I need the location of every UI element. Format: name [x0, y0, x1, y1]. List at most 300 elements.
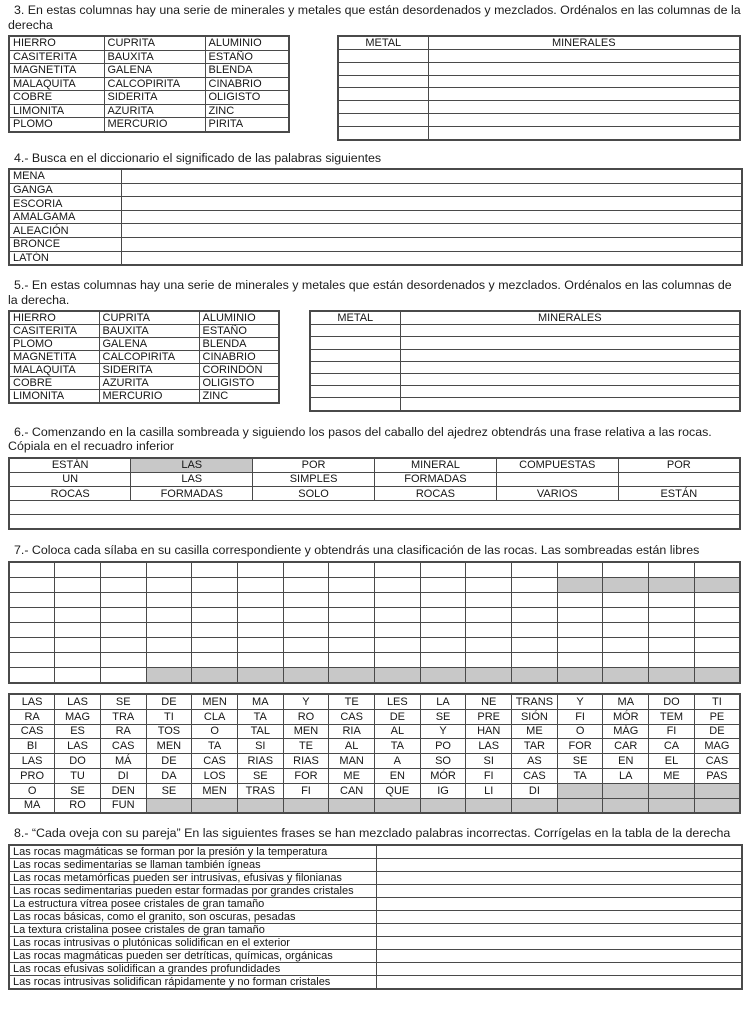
blank-cell: [310, 337, 400, 349]
filled-cell: Las rocas intrusivas solidifican rápidamente y no forman cristales: [9, 975, 376, 989]
blank-cell: [375, 562, 421, 578]
blank-cell: [694, 577, 740, 592]
blank-cell: [400, 373, 740, 385]
filled-cell: EN: [603, 754, 649, 769]
table-row: [310, 325, 740, 337]
filled-cell: O: [192, 724, 238, 739]
filled-cell: TA: [375, 739, 421, 754]
filled-cell: SIMPLES: [253, 472, 375, 486]
blank-cell: [121, 251, 742, 265]
table-row: [9, 224, 742, 238]
blank-cell: [121, 197, 742, 211]
table-row: [9, 739, 740, 754]
filled-cell: SIDERITA: [99, 364, 199, 377]
table-row: [9, 238, 742, 252]
filled-cell: DE: [146, 694, 192, 709]
filled-cell: SE: [55, 783, 101, 798]
filled-cell: TAR: [512, 739, 558, 754]
blank-cell: [376, 949, 742, 962]
blank-cell: [283, 562, 329, 578]
blank-cell: [400, 325, 740, 337]
filled-cell: CAS: [192, 754, 238, 769]
blank-cell: [55, 622, 101, 637]
blank-cell: [420, 667, 466, 683]
table-row: [9, 311, 279, 325]
filled-cell: MÁ: [100, 754, 146, 769]
blank-cell: [329, 562, 375, 578]
blank-cell: [237, 562, 283, 578]
blank-cell: [192, 562, 238, 578]
exercise-7-title: 7.- Coloca cada sílaba en su casilla correspondiente y obtendrás una clasificación de las rocas. Las sombreadas están libres: [14, 543, 700, 558]
filled-cell: FI: [283, 783, 329, 798]
filled-cell: ALEACIÓN: [9, 224, 121, 238]
filled-cell: VARIOS: [496, 486, 618, 500]
filled-cell: PE: [694, 709, 740, 724]
blank-cell: [9, 667, 55, 683]
blank-cell: [375, 577, 421, 592]
filled-cell: LAS: [55, 694, 101, 709]
filled-cell: PAS: [694, 768, 740, 783]
exercise-8-title: 8.- “Cada oveja con su pareja” En las siguientes frases se han mezclado palabras incorrectas. Corrígelas en la tabla de la derecha: [14, 826, 731, 841]
blank-cell: [338, 113, 428, 126]
blank-cell: [512, 667, 558, 683]
table-row: [9, 754, 740, 769]
table-row: [9, 197, 742, 211]
filled-cell: SE: [420, 709, 466, 724]
filled-cell: Las rocas sedimentarias se llaman también ígneas: [9, 858, 376, 871]
filled-cell: Y: [557, 694, 603, 709]
filled-cell: CAN: [329, 783, 375, 798]
blank-cell: [329, 607, 375, 622]
filled-cell: QUE: [375, 783, 421, 798]
filled-cell: MAG: [694, 739, 740, 754]
filled-cell: SIDERITA: [104, 91, 205, 105]
blank-cell: [55, 577, 101, 592]
blank-cell: [310, 386, 400, 398]
filled-cell: Las rocas efusivas solidifican a grandes profundidades: [9, 962, 376, 975]
blank-cell: [338, 126, 428, 139]
blank-cell: [329, 622, 375, 637]
filled-cell: GALENA: [99, 338, 199, 351]
filled-cell: Las rocas magmáticas se forman por la presión y la temperatura: [9, 845, 376, 859]
table-row: [9, 183, 742, 197]
filled-cell: TI: [146, 709, 192, 724]
blank-cell: [400, 349, 740, 361]
table-row: [9, 486, 740, 500]
filled-cell: MÓR: [603, 709, 649, 724]
blank-cell: [603, 622, 649, 637]
table-row: [310, 337, 740, 349]
blank-cell: [121, 224, 742, 238]
filled-cell: MA: [9, 798, 55, 813]
blank-cell: [512, 562, 558, 578]
filled-cell: PO: [420, 739, 466, 754]
metal-minerales-table-3: [337, 35, 741, 141]
blank-cell: [376, 871, 742, 884]
filled-cell: HIERRO: [9, 36, 104, 50]
filled-cell: CAS: [329, 709, 375, 724]
blank-cell: [649, 652, 695, 667]
blank-cell: [100, 607, 146, 622]
filled-cell: SE: [237, 768, 283, 783]
blank-cell: [376, 936, 742, 949]
filled-cell: CLA: [192, 709, 238, 724]
metal-column-header: METAL: [338, 36, 428, 50]
blank-cell: [375, 622, 421, 637]
blank-cell: [428, 113, 740, 126]
filled-cell: POR: [253, 458, 375, 473]
table-row: [9, 622, 740, 637]
blank-cell: [192, 577, 238, 592]
table-row: [9, 390, 279, 404]
filled-cell: POR: [618, 458, 740, 473]
filled-cell: FOR: [557, 739, 603, 754]
table-row: [9, 768, 740, 783]
exercise-6: [8, 425, 741, 531]
blank-cell: [329, 652, 375, 667]
exercise-5-tables: [8, 310, 741, 411]
filled-cell: ESTAÑO: [199, 325, 279, 338]
filled-cell: BLENDA: [199, 338, 279, 351]
filled-cell: MEN: [283, 724, 329, 739]
blank-cell: [121, 210, 742, 224]
table-row: [9, 637, 740, 652]
table-row: [310, 361, 740, 373]
table-row: [338, 113, 740, 126]
filled-cell: SE: [557, 754, 603, 769]
blank-cell: [338, 50, 428, 63]
filled-cell: TI: [694, 694, 740, 709]
blank-cell: [146, 622, 192, 637]
filled-cell: PRO: [9, 768, 55, 783]
filled-cell: MEN: [192, 694, 238, 709]
filled-cell: CALCOPIRITA: [99, 351, 199, 364]
filled-cell: AL: [329, 739, 375, 754]
filled-cell: FOR: [283, 768, 329, 783]
chess-phrase-table: [8, 457, 741, 531]
filled-cell: LI: [466, 783, 512, 798]
filled-cell: La estructura vítrea posee cristales de gran tamaño: [9, 897, 376, 910]
table-row: [9, 91, 289, 105]
filled-cell: DE: [375, 709, 421, 724]
filled-cell: SI: [466, 754, 512, 769]
filled-cell: TA: [237, 709, 283, 724]
blank-cell: [338, 75, 428, 88]
filled-cell: CA: [649, 739, 695, 754]
table-row: [9, 104, 289, 118]
filled-cell: ESCORIA: [9, 197, 121, 211]
blank-cell: [466, 622, 512, 637]
minerales-column-header: MINERALES: [400, 311, 740, 325]
filled-cell: GALENA: [104, 64, 205, 78]
table-row: [310, 373, 740, 385]
filled-cell: O: [557, 724, 603, 739]
table-row: [9, 592, 740, 607]
blank-cell: [9, 515, 740, 530]
filled-cell: PRE: [466, 709, 512, 724]
blank-cell: [329, 637, 375, 652]
filled-cell: TEM: [649, 709, 695, 724]
filled-cell: ES: [55, 724, 101, 739]
exercise-4: [8, 151, 741, 267]
table-header-row: [338, 36, 740, 50]
filled-cell: PLOMO: [9, 338, 99, 351]
filled-cell: MÁG: [603, 724, 649, 739]
blank-cell: [376, 962, 742, 975]
blank-cell: [329, 798, 375, 813]
filled-cell: LAS: [131, 472, 253, 486]
filled-cell: FI: [649, 724, 695, 739]
table-row: [338, 62, 740, 75]
blank-cell: [310, 325, 400, 337]
blank-cell: [694, 622, 740, 637]
table-row: [9, 562, 740, 578]
blank-cell: [420, 592, 466, 607]
exercise-7: [8, 543, 741, 814]
filled-cell: ROCAS: [9, 486, 131, 500]
blank-cell: [557, 622, 603, 637]
blank-cell: [376, 910, 742, 923]
blank-cell: [428, 62, 740, 75]
minerales-column-header: MINERALES: [428, 36, 740, 50]
table-row: [9, 845, 742, 859]
blank-cell: [428, 126, 740, 139]
filled-cell: O: [9, 783, 55, 798]
blank-cell: [466, 562, 512, 578]
blank-cell: [603, 798, 649, 813]
blank-cell: [376, 897, 742, 910]
blank-cell: [283, 652, 329, 667]
table-row: [9, 607, 740, 622]
filled-cell: RIAS: [237, 754, 283, 769]
table-row: [310, 398, 740, 411]
blank-cell: [466, 607, 512, 622]
blank-cell: [100, 577, 146, 592]
blank-cell: [428, 101, 740, 114]
blank-cell: [283, 577, 329, 592]
filled-cell: TU: [55, 768, 101, 783]
blank-cell: [649, 577, 695, 592]
filled-cell: DEN: [100, 783, 146, 798]
exercise-5: [8, 278, 741, 411]
blank-cell: [121, 169, 742, 183]
filled-cell: BI: [9, 739, 55, 754]
filled-cell: DO: [55, 754, 101, 769]
blank-cell: [121, 238, 742, 252]
filled-cell: CUPRITA: [104, 36, 205, 50]
filled-cell: CUPRITA: [99, 311, 199, 325]
filled-cell: MAGNETITA: [9, 64, 104, 78]
filled-cell: CAS: [694, 754, 740, 769]
blank-cell: [237, 652, 283, 667]
filled-cell: DO: [649, 694, 695, 709]
blank-cell: [420, 798, 466, 813]
filled-cell: RIA: [329, 724, 375, 739]
blank-cell: [466, 637, 512, 652]
table-row: [9, 577, 740, 592]
filled-cell: SE: [146, 783, 192, 798]
table-row: [9, 709, 740, 724]
blank-cell: [146, 592, 192, 607]
blank-cell: [338, 101, 428, 114]
filled-cell: ROCAS: [374, 486, 496, 500]
blank-cell: [557, 798, 603, 813]
filled-cell: LES: [375, 694, 421, 709]
filled-cell: CAR: [603, 739, 649, 754]
blank-cell: [9, 592, 55, 607]
blank-cell: [400, 337, 740, 349]
minerals-source-table-3: [8, 35, 290, 133]
blank-cell: [192, 637, 238, 652]
filled-cell: IG: [420, 783, 466, 798]
table-row: [9, 77, 289, 91]
blank-cell: [420, 622, 466, 637]
blank-cell: [649, 592, 695, 607]
blank-cell: [694, 592, 740, 607]
filled-cell: AS: [512, 754, 558, 769]
blank-cell: [466, 798, 512, 813]
table-row: [9, 871, 742, 884]
blank-cell: [237, 607, 283, 622]
exercise-6-title: 6.- Comenzando en la casilla sombreada y siguiendo los pasos del caballo del ajedrez obtendrás una frase relativa a las rocas. Cópiala en el recuadro inferior: [8, 424, 712, 454]
blank-cell: [512, 577, 558, 592]
filled-cell: RA: [9, 709, 55, 724]
blank-cell: [428, 88, 740, 101]
sentences-correction-table: [8, 844, 743, 990]
filled-cell: TAL: [237, 724, 283, 739]
filled-cell: GANGA: [9, 183, 121, 197]
filled-cell: TRANS: [512, 694, 558, 709]
filled-cell: Las rocas magmáticas pueden ser detríticas, químicas, orgánicas: [9, 949, 376, 962]
blank-cell: [310, 361, 400, 373]
filled-cell: TE: [283, 739, 329, 754]
table-row: [9, 652, 740, 667]
table-row: [9, 364, 279, 377]
table-row: [338, 50, 740, 63]
filled-cell: DE: [146, 754, 192, 769]
filled-cell: ME: [512, 724, 558, 739]
blank-cell: [694, 562, 740, 578]
blank-cell: [694, 783, 740, 798]
filled-cell: Las rocas básicas, como el granito, son oscuras, pesadas: [9, 910, 376, 923]
blank-cell: [557, 652, 603, 667]
filled-cell: CORINDÓN: [199, 364, 279, 377]
blank-cell: [146, 562, 192, 578]
filled-cell: LATÓN: [9, 251, 121, 265]
filled-cell: CAS: [9, 724, 55, 739]
filled-cell: LA: [420, 694, 466, 709]
blank-cell: [649, 622, 695, 637]
filled-cell: DI: [512, 783, 558, 798]
blank-cell: [55, 562, 101, 578]
table-row: [9, 962, 742, 975]
blank-cell: [420, 562, 466, 578]
filled-cell: ZINC: [199, 390, 279, 404]
blank-cell: [9, 652, 55, 667]
blank-cell: [375, 592, 421, 607]
blank-cell: [694, 652, 740, 667]
filled-cell: LAS: [131, 458, 253, 473]
blank-cell: [192, 622, 238, 637]
filled-cell: SIÓN: [512, 709, 558, 724]
filled-cell: FUN: [100, 798, 146, 813]
filled-cell: ME: [649, 768, 695, 783]
blank-cell: [9, 607, 55, 622]
blank-cell: [603, 592, 649, 607]
filled-cell: TA: [557, 768, 603, 783]
table-row: [338, 88, 740, 101]
blank-cell: [375, 667, 421, 683]
filled-cell: CAS: [100, 739, 146, 754]
exercise-4-title: 4.- Busca en el diccionario el significado de las palabras siguientes: [14, 150, 382, 165]
blank-cell: [376, 858, 742, 871]
blank-cell: [512, 607, 558, 622]
filled-cell: Las rocas metamórficas pueden ser intrusivas, efusivas y filonianas: [9, 871, 376, 884]
blank-cell: [376, 923, 742, 936]
blank-cell: [557, 667, 603, 683]
filled-cell: MEN: [192, 783, 238, 798]
filled-cell: COBRE: [9, 91, 104, 105]
blank-cell: [649, 607, 695, 622]
blank-cell: [375, 607, 421, 622]
filled-cell: MAN: [329, 754, 375, 769]
blank-cell: [512, 622, 558, 637]
blank-cell: [400, 398, 740, 411]
filled-cell: CALCOPIRITA: [104, 77, 205, 91]
blank-cell: [603, 783, 649, 798]
blank-cell: [283, 592, 329, 607]
blank-cell: [237, 637, 283, 652]
filled-cell: CINABRIO: [205, 77, 289, 91]
filled-cell: LA: [603, 768, 649, 783]
filled-cell: EN: [375, 768, 421, 783]
table-row: [9, 949, 742, 962]
filled-cell: UN: [9, 472, 131, 486]
blank-cell: [9, 637, 55, 652]
blank-cell: [618, 472, 740, 486]
blank-cell: [55, 592, 101, 607]
filled-cell: ESTAÑO: [205, 50, 289, 64]
blank-cell: [192, 798, 238, 813]
blank-cell: [375, 798, 421, 813]
blank-cell: [557, 592, 603, 607]
filled-cell: COMPUESTAS: [496, 458, 618, 473]
blank-cell: [237, 667, 283, 683]
blank-cell: [55, 637, 101, 652]
blank-cell: [694, 667, 740, 683]
blank-cell: [192, 652, 238, 667]
blank-cell: [9, 501, 740, 515]
blank-cell: [649, 783, 695, 798]
filled-cell: La textura cristalina posee cristales de gran tamaño: [9, 923, 376, 936]
table-row: [9, 64, 289, 78]
filled-cell: HIERRO: [9, 311, 99, 325]
filled-cell: BLENDA: [205, 64, 289, 78]
filled-cell: AL: [375, 724, 421, 739]
filled-cell: LAS: [9, 694, 55, 709]
filled-cell: ME: [329, 768, 375, 783]
filled-cell: SOLO: [253, 486, 375, 500]
table-row: [9, 501, 740, 515]
blank-cell: [420, 652, 466, 667]
blank-cell: [283, 798, 329, 813]
filled-cell: MA: [237, 694, 283, 709]
filled-cell: MAG: [55, 709, 101, 724]
blank-cell: [100, 592, 146, 607]
filled-cell: NE: [466, 694, 512, 709]
blank-cell: [466, 577, 512, 592]
filled-cell: COBRE: [9, 377, 99, 390]
